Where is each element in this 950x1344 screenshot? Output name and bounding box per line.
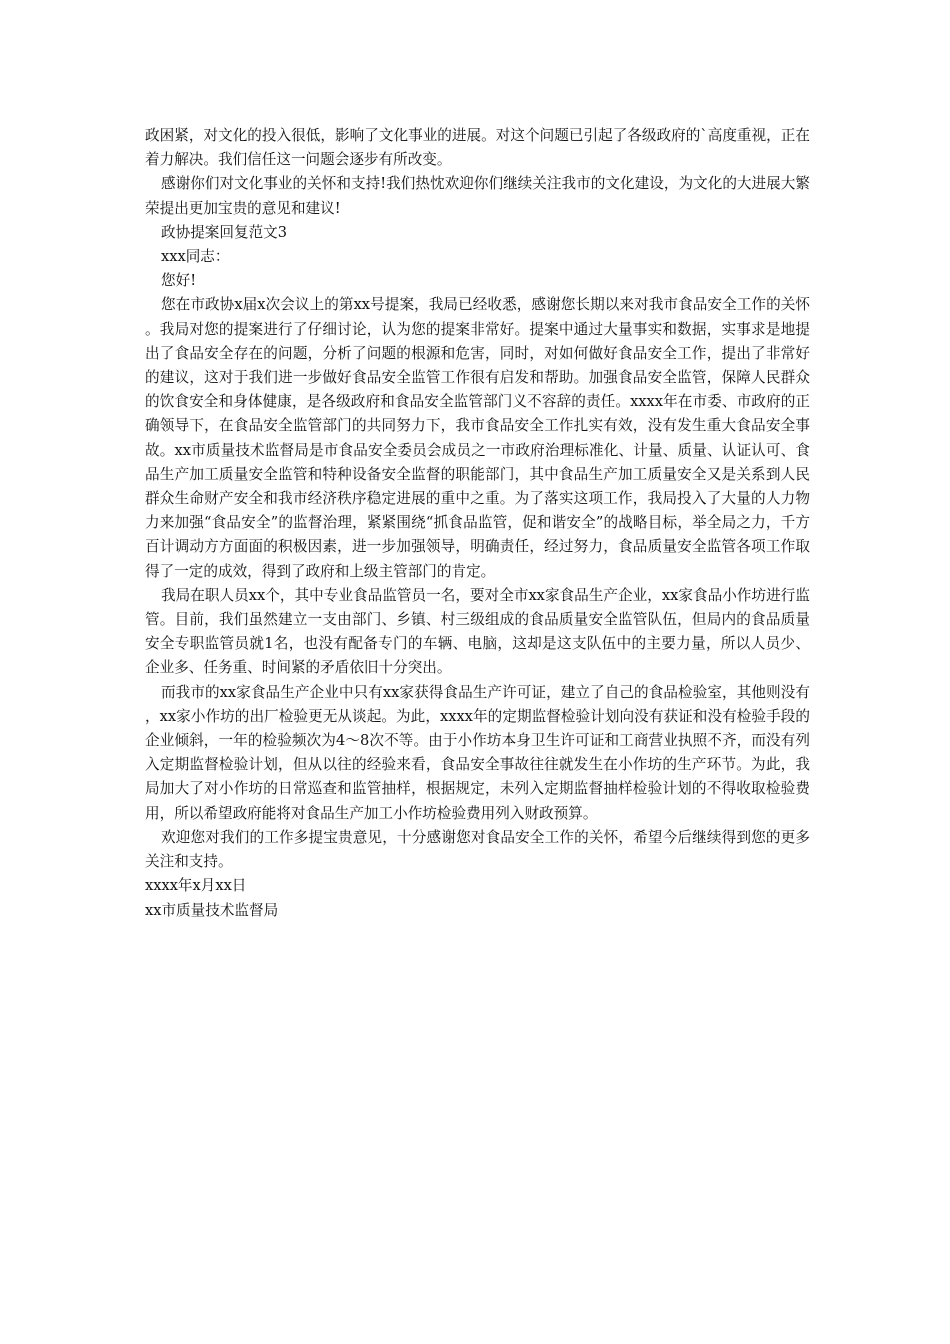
signature-line: xx市质量技术监督局 (145, 901, 279, 919)
paragraph-closing: 欢迎您对我们的工作多提宝贵意见，十分感谢您对食品安全工作的关怀，希望今后继续得到您的更多关注和支持。 (145, 828, 810, 871)
paragraph-enterprises: 而我市的xx家食品生产企业中只有xx家获得食品生产许可证，建立了自己的食品检验室，其他则没有，xx家小作坊的出厂检验更无从谈起。为此，xxxx年的定期监督检验计划向没有获证和没有检验手段的企业倾斜，一年的检验频次为4～8次不等。由于小作坊本身卫生许可证和工商营业执照不齐，而没有列入定期监督检验计划，但从以往的经验来看，食品安全事故往往就发生在小作坊的生产环节。为此，我局加大了对小作坊的日常巡查和监管抽样，根据规定，未列入定期监督抽样检验计划的不得收取检验费用，所以希望政府能将对食品生产加工小作坊检验费用列入财政预算。 (145, 683, 810, 822)
paragraph-thanks: 感谢你们对文化事业的关怀和支持!我们热忱欢迎你们继续关注我市的文化建设，为文化的大进展大繁荣提出更加宝贵的意见和建议! (145, 175, 810, 217)
date-line: xxxx年x月xx日 (145, 877, 247, 895)
greeting: 您好! (161, 272, 197, 290)
paragraph-continuation: 政困紧，对文化的投入很低，影响了文化事业的进展。对这个问题已引起了各级政府的`高度重视，正在着力解决。我们信任这一问题会逐步有所改变。 (145, 127, 810, 169)
salutation: xxx同志： (161, 248, 230, 266)
section-title: 政协提案回复范文3 (161, 223, 288, 241)
paragraph-staff: 我局在职人员xx个，其中专业食品监管员一名，要对全市xx家食品生产企业，xx家食品小作坊进行监管。目前，我们虽然建立一支由部门、乡镇、村三级组成的食品质量安全监管队伍，但局内的食品质量安全专职监管员就1名，也没有配备专门的车辆、电脑，这却是这支队伍中的主要力量，所以人员少、企业多、任务重、时间紧的矛盾依旧十分突出。 (145, 586, 810, 677)
document-body (145, 124, 810, 923)
paragraph-main: 您在市政协x届x次会议上的第xx号提案，我局已经收悉，感谢您长期以来对我市食品安全工作的关怀。我局对您的提案进行了仔细讨论，认为您的提案非常好。提案中通过大量事实和数据，实事求是地提出了食品安全存在的问题，分析了问题的根源和危害，同时，对如何做好食品安全工作，提出了非常好的建议，这对于我们进一步做好食品安全监管工作很有启发和帮助。加强食品安全监管，保障人民群众的饮食安全和身体健康，是各级政府和食品安全监管部门义不容辞的责任。xxxx年在市委、市政府的正确领导下，在食品安全监管部门的共同努力下，我市食品安全工作扎实有效，没有发生重大食品安全事故。xx市质量技术监督局是市食品安全委员会成员之一市政府治理标准化、计量、质量、认证认可、食品生产加工质量安全监管和特种设备安全监督的职能部门，其中食品生产加工质量安全又是关系到人民群众生命财产安全和我市经济秩序稳定进展的重中之重。为了落实这项工作，我局投入了大量的人力物力来加强“食品安全”的监督治理，紧紧围绕“抓食品监管，促和谐安全”的战略目标，举全局之力，千方百计调动方方面面的积极因素，进一步加强领导，明确责任，经过努力，食品质量安全监管各项工作取得了一定的成效，得到了政府和上级主管部门的肯定。 (145, 296, 810, 580)
